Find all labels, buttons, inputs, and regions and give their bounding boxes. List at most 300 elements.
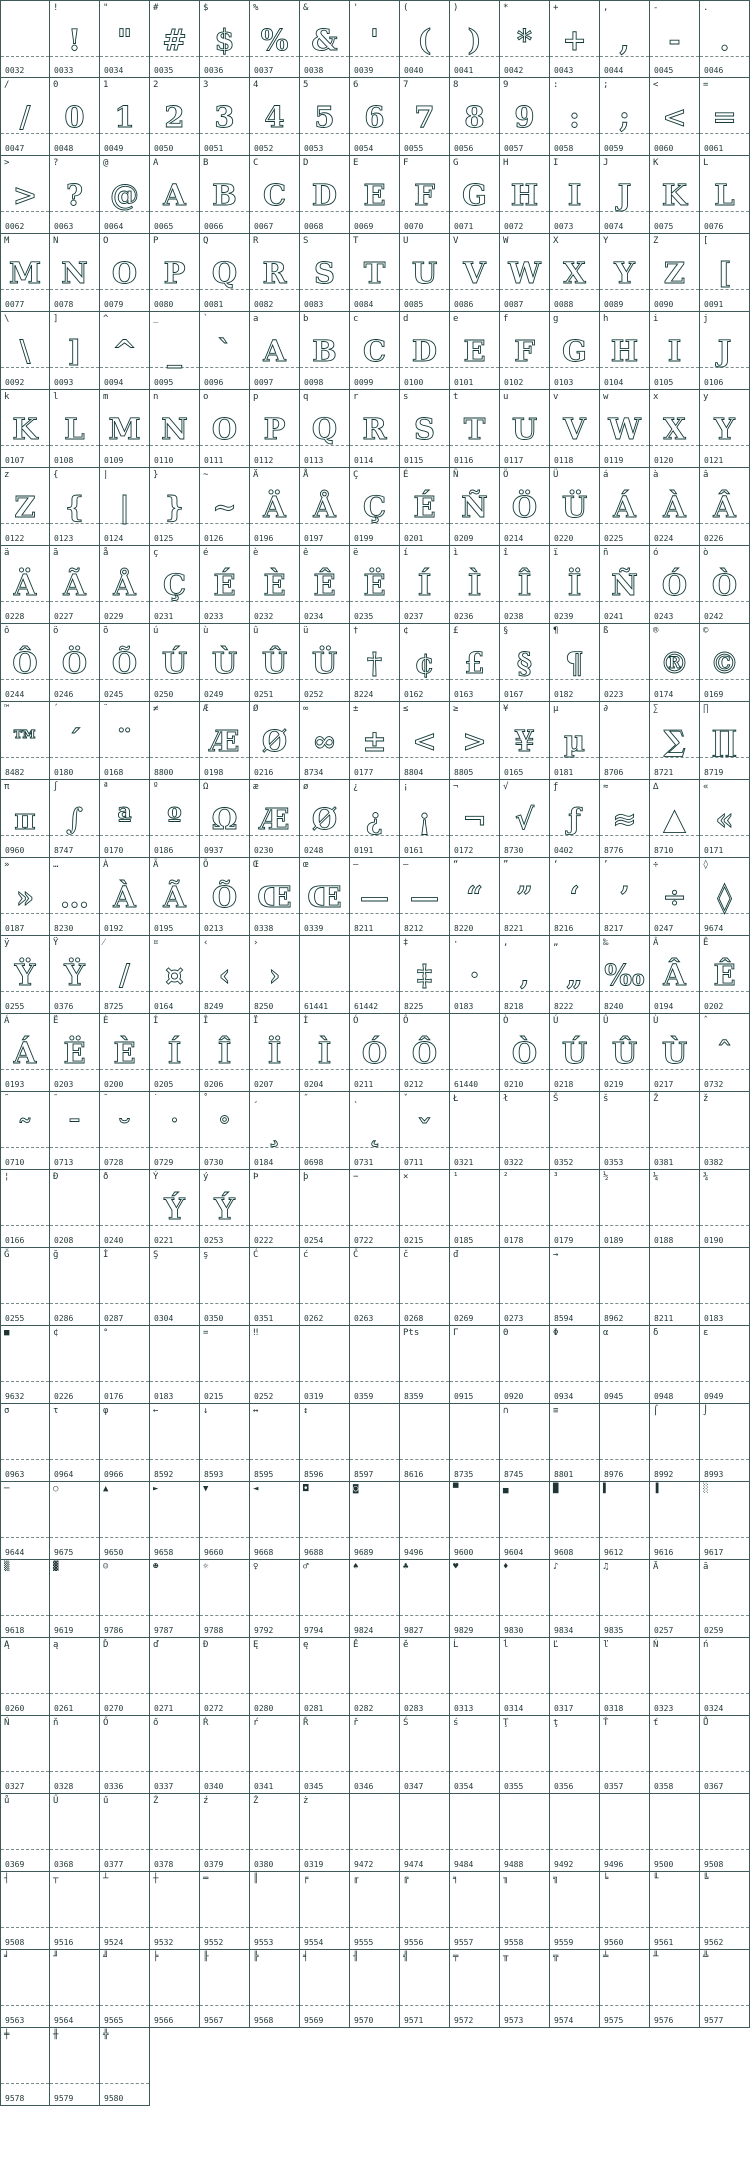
glyph-cell	[500, 780, 550, 858]
glyph-cell-label: ö	[53, 626, 59, 636]
baseline-guide	[150, 1303, 199, 1304]
glyph-cell-label: à	[653, 470, 659, 480]
glyph-cell	[550, 1248, 600, 1326]
baseline-guide	[400, 1303, 449, 1304]
glyph-sample: O	[111, 256, 138, 290]
glyph-sample: ˙	[167, 1114, 182, 1148]
glyph-cell	[450, 1482, 500, 1560]
glyph-cell-label: Ü	[553, 470, 559, 480]
baseline-guide	[150, 1693, 199, 1694]
glyph-cell-code: 0318	[604, 1704, 624, 1713]
glyph-cell-code: 9492	[554, 1860, 574, 1869]
glyph-cell-code: 0340	[204, 1782, 224, 1791]
glyph-cell-label: )	[453, 3, 459, 13]
glyph-cell-label: ª	[103, 782, 109, 792]
glyph-cell-code: 8596	[304, 1470, 324, 1479]
glyph-cell	[350, 1248, 400, 1326]
glyph-cell-label: U	[403, 236, 409, 246]
glyph-cell	[250, 546, 300, 624]
glyph-cell-code: 0355	[504, 1782, 524, 1791]
baseline-guide	[550, 1225, 599, 1226]
glyph-cell	[150, 780, 200, 858]
baseline-guide	[350, 1615, 399, 1616]
glyph-cell	[150, 1482, 200, 1560]
baseline-guide	[650, 1381, 699, 1382]
glyph-cell	[600, 702, 650, 780]
glyph-cell-code: 0077	[5, 300, 25, 309]
glyph-cell-code: 0053	[304, 144, 324, 153]
glyph-cell-code: 0219	[604, 1080, 624, 1089]
baseline-guide	[600, 1615, 649, 1616]
baseline-guide	[550, 1537, 599, 1538]
glyph-cell-code: 0230	[254, 846, 274, 855]
glyph-cell-code: 0059	[604, 144, 624, 153]
glyph-sample: Ê	[313, 568, 336, 602]
glyph-cell-code: 0123	[54, 534, 74, 543]
glyph-cell-label: φ	[103, 1406, 109, 1416]
glyph-cell-code: 9532	[154, 1938, 174, 1947]
glyph-cell	[100, 1326, 150, 1404]
baseline-guide	[200, 1693, 249, 1694]
glyph-cell	[0, 1014, 50, 1092]
baseline-guide	[400, 1693, 449, 1694]
glyph-cell	[0, 1326, 50, 1404]
glyph-cell-code: 0095	[154, 378, 174, 387]
glyph-cell	[250, 1092, 300, 1170]
glyph-cell-code: 0226	[54, 1392, 74, 1401]
glyph-cell-label: b	[303, 314, 309, 324]
glyph-cell-code: 0185	[454, 1236, 474, 1245]
glyph-cell-code: 0063	[54, 222, 74, 231]
glyph-cell-label: (	[403, 3, 409, 13]
glyph-cell-label: ď	[153, 1640, 159, 1650]
glyph-cell	[200, 1560, 250, 1638]
glyph-cell	[100, 468, 150, 546]
glyph-sample: Â	[663, 958, 686, 992]
glyph-cell-code: 9554	[304, 1938, 324, 1947]
baseline-guide	[600, 757, 649, 758]
glyph-cell	[650, 1326, 700, 1404]
glyph-cell-label: 3	[203, 80, 209, 90]
baseline-guide	[250, 1537, 299, 1538]
glyph-cell-label: ð	[103, 1172, 109, 1182]
glyph-cell-label: À	[103, 860, 109, 870]
glyph-sample: T	[463, 412, 486, 446]
glyph-cell-code: 0110	[154, 456, 174, 465]
glyph-cell-code: 0055	[404, 144, 424, 153]
glyph-cell	[450, 1872, 500, 1950]
glyph-cell-code: 0732	[704, 1080, 724, 1089]
glyph-cell-code: 9578	[5, 2094, 25, 2103]
glyph-cell-code: 9658	[154, 1548, 174, 1557]
glyph-cell-label: |	[103, 470, 109, 480]
glyph-cell-code: 0112	[254, 456, 274, 465]
glyph-cell-label: ¾	[703, 1172, 709, 1182]
glyph-cell-code: 9829	[454, 1626, 474, 1635]
glyph-cell-label: t	[453, 392, 459, 402]
glyph-cell-label: ┴	[103, 1874, 109, 1884]
glyph-cell	[150, 0, 200, 78]
glyph-cell-label: ł	[503, 1094, 509, 1104]
glyph-cell-label: ∆	[653, 782, 659, 792]
glyph-cell-code: 0098	[304, 378, 324, 387]
glyph-cell	[50, 1872, 100, 1950]
glyph-cell	[500, 1014, 550, 1092]
glyph-cell	[450, 1560, 500, 1638]
glyph-cell-code: 0062	[5, 222, 25, 231]
glyph-cell-code: 0281	[304, 1704, 324, 1713]
glyph-cell	[100, 624, 150, 702]
glyph-cell	[250, 1170, 300, 1248]
glyph-cell-label: ¥	[503, 704, 509, 714]
glyph-cell-code: 9474	[404, 1860, 424, 1869]
glyph-cell-label: ⌡	[703, 1406, 709, 1416]
glyph-sample: +	[562, 23, 587, 57]
baseline-guide	[600, 1693, 649, 1694]
glyph-cell-code: 9568	[254, 2016, 274, 2025]
glyph-cell	[50, 702, 100, 780]
glyph-cell-label: ╙	[653, 1874, 659, 1884]
glyph-cell	[600, 1404, 650, 1482]
glyph-cell-code: 0189	[604, 1236, 624, 1245]
glyph-cell-code: 9561	[654, 1938, 674, 1947]
glyph-cell-label: w	[603, 392, 609, 402]
glyph-cell-code: 9612	[604, 1548, 624, 1557]
baseline-guide	[100, 1615, 149, 1616]
glyph-cell	[300, 546, 350, 624]
glyph-cell-code: 0102	[504, 378, 524, 387]
glyph-cell-code: 0058	[554, 144, 574, 153]
glyph-cell-code: 0032	[5, 66, 25, 75]
glyph-cell-label: Ö	[503, 470, 509, 480]
glyph-cell-code: 0216	[254, 768, 274, 777]
glyph-cell-code: 0243	[654, 612, 674, 621]
baseline-guide	[500, 1771, 549, 1772]
glyph-cell-label: đ	[453, 1250, 459, 1260]
glyph-cell-label: ů	[4, 1796, 10, 1806]
glyph-cell-label: ú	[153, 626, 159, 636]
glyph-cell	[700, 1794, 750, 1872]
glyph-sample: ´	[67, 724, 82, 758]
glyph-cell-label: Ĺ	[453, 1640, 459, 1650]
glyph-cell	[200, 1482, 250, 1560]
glyph-cell-code: 9558	[504, 1938, 524, 1947]
glyph-cell-code: 8776	[604, 846, 624, 855]
glyph-cell-code: 0190	[704, 1236, 724, 1245]
glyph-cell-code: 0347	[404, 1782, 424, 1791]
glyph-cell-label: Ì	[303, 1016, 309, 1026]
glyph-sample: M	[108, 412, 141, 446]
glyph-cell	[650, 1794, 700, 1872]
glyph-cell-label: æ	[253, 782, 259, 792]
glyph-cell-label: M	[4, 236, 10, 246]
glyph-sample: Ã	[163, 880, 186, 914]
glyph-cell-label: ╧	[603, 1952, 609, 1962]
glyph-cell	[50, 1560, 100, 1638]
glyph-cell-label: Đ	[203, 1640, 209, 1650]
glyph-cell-label: ý	[203, 1172, 209, 1182]
glyph-cell-code: 9619	[54, 1626, 74, 1635]
baseline-guide	[350, 1927, 399, 1928]
glyph-cell	[400, 1794, 450, 1872]
glyph-sample: ¤	[165, 958, 184, 992]
baseline-guide	[500, 1849, 549, 1850]
glyph-cell-label: h	[603, 314, 609, 324]
glyph-cell-code: 9559	[554, 1938, 574, 1947]
glyph-cell-label: °	[103, 1328, 109, 1338]
glyph-cell-code: 8706	[604, 768, 624, 777]
glyph-cell-label: ç	[153, 548, 159, 558]
glyph-cell-code: 0183	[704, 1314, 724, 1323]
glyph-cell	[350, 1716, 400, 1794]
glyph-sample: .	[719, 23, 730, 57]
glyph-cell-label: "	[103, 3, 109, 13]
glyph-cell-label: >	[4, 158, 10, 168]
glyph-cell-code: 0039	[354, 66, 374, 75]
glyph-cell-code: 0044	[604, 66, 624, 75]
glyph-cell-label: K	[653, 158, 659, 168]
baseline-guide	[650, 1849, 699, 1850]
baseline-guide	[450, 2005, 499, 2006]
glyph-cell-label: ň	[53, 1718, 59, 1728]
glyph-cell	[350, 0, 400, 78]
glyph-cell-code: 0287	[104, 1314, 124, 1323]
baseline-guide	[400, 1537, 449, 1538]
glyph-cell-code: 9618	[5, 1626, 25, 1635]
glyph-cell	[50, 1092, 100, 1170]
glyph-cell-label: ∞	[303, 704, 309, 714]
glyph-sample: N	[161, 412, 188, 446]
glyph-cell-code: 0357	[604, 1782, 624, 1791]
glyph-cell	[700, 624, 750, 702]
baseline-guide	[450, 1069, 499, 1070]
glyph-cell	[0, 1872, 50, 1950]
glyph-cell-label: õ	[103, 626, 109, 636]
glyph-cell	[300, 1170, 350, 1248]
glyph-cell-label: ű	[103, 1796, 109, 1806]
glyph-cell-label: Ą	[4, 1640, 10, 1650]
glyph-cell-code: 0272	[204, 1704, 224, 1713]
glyph-cell-label: q	[303, 392, 309, 402]
glyph-sample: Æ	[209, 724, 240, 758]
glyph-cell	[150, 234, 200, 312]
glyph-cell	[400, 1326, 450, 1404]
baseline-guide	[650, 1459, 699, 1460]
glyph-cell-code: 0037	[254, 66, 274, 75]
glyph-sample: À	[113, 880, 136, 914]
glyph-cell-code: 61442	[354, 1002, 379, 1011]
glyph-cell	[150, 390, 200, 468]
glyph-cell	[150, 1014, 200, 1092]
glyph-cell	[50, 1170, 100, 1248]
glyph-cell	[250, 390, 300, 468]
glyph-sample: C	[262, 178, 287, 212]
glyph-sample: ∞	[312, 724, 337, 758]
glyph-cell-code: 0125	[154, 534, 174, 543]
glyph-cell	[350, 1872, 400, 1950]
baseline-guide	[150, 757, 199, 758]
glyph-sample: O	[211, 412, 238, 446]
glyph-sample: "	[116, 23, 133, 57]
baseline-guide	[350, 1771, 399, 1772]
glyph-sample: Ò	[711, 568, 738, 602]
glyph-cell-label: á	[603, 470, 609, 480]
glyph-cell-code: 9668	[254, 1548, 274, 1557]
glyph-cell-code: 0071	[454, 222, 474, 231]
glyph-cell-label: ▲	[103, 1484, 109, 1494]
glyph-cell-code: 0327	[5, 1782, 25, 1791]
baseline-guide	[600, 1459, 649, 1460]
baseline-guide	[550, 1381, 599, 1382]
glyph-cell	[400, 1248, 450, 1326]
glyph-sample: “	[466, 880, 483, 914]
glyph-sample: Õ	[211, 880, 238, 914]
glyph-cell-code: 0181	[554, 768, 574, 777]
glyph-cell-code: 0244	[5, 690, 25, 699]
glyph-cell	[500, 1326, 550, 1404]
glyph-cell-label: Ô	[403, 1016, 409, 1026]
glyph-sample: ˇ	[417, 1114, 432, 1148]
glyph-cell	[200, 156, 250, 234]
glyph-sample: X	[663, 412, 686, 446]
glyph-cell-label: B	[203, 158, 209, 168]
glyph-sample: «	[715, 802, 734, 836]
glyph-cell-code: 0252	[304, 690, 324, 699]
baseline-guide	[650, 1303, 699, 1304]
glyph-cell-code: 9650	[104, 1548, 124, 1557]
glyph-cell-label: Œ	[253, 860, 259, 870]
glyph-cell-code: 9580	[104, 2094, 124, 2103]
glyph-cell-code: 8218	[504, 1002, 524, 1011]
glyph-cell-label: %	[253, 3, 259, 13]
glyph-cell-code: 0092	[5, 378, 25, 387]
glyph-cell	[300, 390, 350, 468]
baseline-guide	[450, 1771, 499, 1772]
glyph-cell-label: 4	[253, 80, 259, 90]
glyph-cell-label: ≤	[403, 704, 409, 714]
glyph-cell-code: 9830	[504, 1626, 524, 1635]
glyph-cell-code: 0060	[654, 144, 674, 153]
glyph-cell-label: ÿ	[4, 938, 10, 948]
glyph-sample: S	[314, 256, 335, 290]
glyph-cell-code: 0324	[704, 1704, 724, 1713]
glyph-cell-code: 0115	[404, 456, 424, 465]
glyph-cell-code: 9604	[504, 1548, 524, 1557]
glyph-sample: ˜	[17, 1114, 33, 1148]
glyph-cell-label: =	[703, 80, 709, 90]
glyph-cell-code: 0202	[704, 1002, 724, 1011]
glyph-cell-label: d	[403, 314, 409, 324]
glyph-cell-label: Q	[203, 236, 209, 246]
glyph-cell	[700, 1482, 750, 1560]
glyph-cell-code: 0226	[704, 534, 724, 543]
glyph-cell-label: τ	[53, 1406, 59, 1416]
glyph-cell-label: Š	[553, 1094, 559, 1104]
glyph-cell-code: 8211	[654, 1314, 674, 1323]
glyph-cell	[650, 1014, 700, 1092]
glyph-sample: Ó	[661, 568, 688, 602]
glyph-cell-code: 0212	[404, 1080, 424, 1089]
glyph-cell-code: 9563	[5, 2016, 25, 2025]
glyph-cell	[50, 1248, 100, 1326]
baseline-guide	[1, 1537, 49, 1538]
glyph-cell-code: 9472	[354, 1860, 374, 1869]
glyph-cell-code: 0711	[404, 1158, 424, 1167]
glyph-cell	[0, 1950, 50, 2028]
glyph-sample: R	[362, 412, 387, 446]
glyph-cell	[500, 936, 550, 1014]
glyph-cell	[500, 1482, 550, 1560]
glyph-cell	[700, 234, 750, 312]
glyph-cell	[200, 0, 250, 78]
glyph-cell	[0, 936, 50, 1014]
glyph-cell-label: è	[253, 548, 259, 558]
glyph-sample: P	[163, 256, 186, 290]
glyph-cell-label: S	[303, 236, 309, 246]
glyph-cell-code: 0084	[354, 300, 374, 309]
glyph-cell	[600, 312, 650, 390]
glyph-cell-code: 8221	[504, 924, 524, 933]
glyph-sample: ¶	[565, 646, 584, 680]
glyph-sample: 4	[264, 100, 285, 134]
glyph-cell-label: ╡	[303, 1952, 309, 1962]
glyph-cell	[400, 1560, 450, 1638]
glyph-cell-label: :	[553, 80, 559, 90]
glyph-cell	[400, 936, 450, 1014]
glyph-cell	[450, 0, 500, 78]
glyph-cell-code: 0378	[154, 1860, 174, 1869]
glyph-cell	[400, 312, 450, 390]
glyph-cell	[350, 1950, 400, 2028]
glyph-cell	[200, 1092, 250, 1170]
glyph-cell-code: 8800	[154, 768, 174, 777]
glyph-cell	[600, 234, 650, 312]
glyph-cell-label: k	[4, 392, 10, 402]
glyph-sample: È	[113, 1036, 136, 1070]
glyph-sample: Õ	[111, 646, 138, 680]
glyph-sample: ^	[112, 334, 137, 368]
baseline-guide	[300, 1927, 349, 1928]
glyph-cell	[700, 1638, 750, 1716]
glyph-cell-code: 8730	[504, 846, 524, 855]
glyph-cell-label: ³	[553, 1172, 559, 1182]
glyph-cell-label: ►	[153, 1484, 159, 1494]
glyph-cell	[400, 1716, 450, 1794]
glyph-cell	[700, 1716, 750, 1794]
glyph-cell-code: 8710	[654, 846, 674, 855]
glyph-sample: >	[12, 178, 38, 212]
glyph-cell	[650, 546, 700, 624]
glyph-sample: A	[263, 334, 286, 368]
glyph-cell-label: ş	[203, 1250, 209, 1260]
glyph-cell	[250, 624, 300, 702]
glyph-sample: Ú	[161, 646, 188, 680]
glyph-cell	[300, 780, 350, 858]
glyph-cell-label: ~	[203, 470, 209, 480]
glyph-cell	[100, 858, 150, 936]
glyph-cell	[150, 1092, 200, 1170]
glyph-cell-code: 0179	[554, 1236, 574, 1245]
glyph-cell-label: È	[103, 1016, 109, 1026]
glyph-cell	[150, 312, 200, 390]
glyph-cell-label: ś	[453, 1718, 459, 1728]
glyph-cell	[550, 1872, 600, 1950]
glyph-cell	[600, 1716, 650, 1794]
glyph-cell-label: ą	[53, 1640, 59, 1650]
glyph-cell-label: Æ	[203, 704, 209, 714]
glyph-cell-label: R	[253, 236, 259, 246]
glyph-cell-code: 0248	[304, 846, 324, 855]
